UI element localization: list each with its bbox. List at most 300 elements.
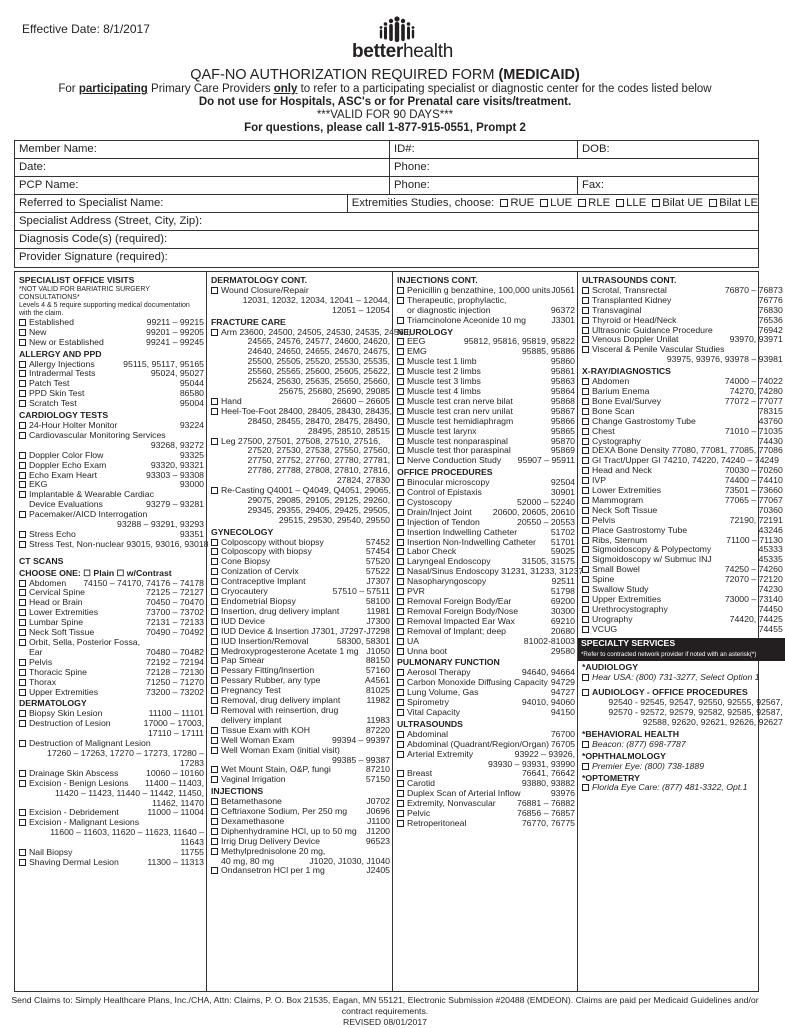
checkbox[interactable] bbox=[582, 763, 589, 770]
checkbox[interactable] bbox=[582, 741, 589, 748]
checkbox[interactable] bbox=[19, 819, 26, 826]
checkbox[interactable] bbox=[582, 626, 589, 633]
code-item-label: EEG bbox=[407, 336, 426, 347]
better-health-logo bbox=[352, 16, 453, 62]
checkbox[interactable] bbox=[397, 741, 404, 748]
checkbox[interactable] bbox=[211, 828, 218, 835]
ext-option-label: Bilat LE bbox=[719, 197, 758, 209]
code-item-label: Pessary Fitting/Insertion bbox=[221, 665, 315, 676]
checkbox[interactable] bbox=[19, 361, 26, 368]
checkbox[interactable] bbox=[19, 390, 26, 397]
checkbox[interactable] bbox=[582, 606, 589, 613]
checkbox[interactable] bbox=[397, 608, 404, 615]
section-heading: *OPHTHALMOLOGY bbox=[582, 750, 666, 761]
checkbox[interactable] bbox=[397, 479, 404, 486]
code-item-codes: 95870 bbox=[550, 435, 575, 446]
code-item-codes: 70490 – 70492 bbox=[146, 627, 204, 638]
specialist-address-field[interactable]: Specialist Address (Street, City, Zip): bbox=[19, 215, 203, 227]
code-item-label: IUD Device & Insertion J7301, J7297-J7298 bbox=[221, 625, 391, 636]
code-item bbox=[582, 625, 783, 635]
code-item-label: Head and Neck bbox=[592, 465, 652, 476]
code-item bbox=[19, 858, 204, 868]
code-item-codes: J1020, J1030, J1040 bbox=[309, 855, 390, 866]
checkbox[interactable] bbox=[19, 609, 26, 616]
code-item-label: DEXA Bone Density 77080, 77081, 77085, 77086 bbox=[592, 445, 783, 456]
code-item-label: Urethrocystography bbox=[592, 603, 668, 614]
checkbox[interactable] bbox=[397, 418, 404, 425]
code-item bbox=[19, 338, 204, 348]
date-field[interactable]: Date: bbox=[19, 161, 47, 173]
checkbox[interactable] bbox=[19, 679, 26, 686]
checkbox[interactable] bbox=[397, 731, 404, 738]
code-item-label: Pelvis bbox=[29, 656, 53, 667]
people-logo-icon bbox=[378, 16, 416, 42]
code-item-label: Arm 23600, 24500, 24505, 24530, 24535, 24560, bbox=[221, 326, 411, 337]
code-item-codes: 74250 – 74260 bbox=[724, 564, 783, 575]
ext-option-label: RLE bbox=[588, 197, 611, 209]
code-continuation: 28450, 28455, 28470, 28475, 28490, 28495, 28510, 28515 bbox=[247, 415, 390, 436]
checkbox[interactable] bbox=[211, 747, 218, 754]
pcp-name-field[interactable]: PCP Name: bbox=[19, 179, 79, 191]
code-item-label: Irrig Drug Delivery Device bbox=[221, 835, 320, 846]
ext-checkbox-rue[interactable] bbox=[500, 199, 508, 207]
checkbox[interactable] bbox=[19, 491, 26, 498]
checkbox[interactable] bbox=[211, 737, 218, 744]
ext-checkbox-rle[interactable] bbox=[578, 199, 586, 207]
checkbox[interactable] bbox=[211, 618, 218, 625]
code-item-codes: 69210 bbox=[550, 615, 575, 626]
code-item-codes: 11300 – 11313 bbox=[147, 856, 204, 867]
code-item-codes: 93303 – 93308 bbox=[146, 469, 204, 480]
checkbox[interactable] bbox=[397, 669, 404, 676]
code-item-codes: 92504 bbox=[550, 477, 575, 488]
code-item-codes: 95004 bbox=[179, 398, 204, 409]
code-item-label: Thorax bbox=[29, 676, 57, 687]
ext-checkbox-lle[interactable] bbox=[616, 199, 624, 207]
checkbox[interactable] bbox=[582, 517, 589, 524]
checkbox[interactable] bbox=[397, 820, 404, 827]
checkbox[interactable] bbox=[582, 467, 589, 474]
header-line-4: For questions, please call 1-877-915-0551, Prompt 2 bbox=[244, 122, 526, 134]
code-item-codes: 52000 – 52240 bbox=[517, 496, 575, 507]
checkbox[interactable] bbox=[19, 599, 26, 606]
checkbox[interactable] bbox=[211, 578, 218, 585]
code-item-label: Removal Impacted Ear Wax bbox=[407, 615, 515, 626]
codes-column-4 bbox=[577, 272, 785, 991]
code-item bbox=[19, 538, 209, 550]
code-item-codes: 95885, 95886 bbox=[521, 346, 575, 357]
checkbox[interactable] bbox=[397, 699, 404, 706]
code-item-label: Drainage Skin Abscess bbox=[29, 767, 119, 778]
checkbox[interactable] bbox=[582, 586, 589, 593]
checkbox[interactable] bbox=[582, 346, 589, 353]
checkbox[interactable] bbox=[397, 348, 404, 355]
code-item-label: Destruction of Malignant Lesion bbox=[29, 738, 151, 749]
logo-wordmark: betterhealth bbox=[352, 41, 453, 62]
code-item-codes: 72128 – 72130 bbox=[146, 666, 204, 677]
code-item-codes: 73200 – 73202 bbox=[146, 686, 204, 697]
code-item-label: Nasal/Sinus Endoscopy 31231, 31233, 31237 bbox=[407, 566, 584, 577]
code-item-codes: 43760 bbox=[758, 415, 783, 426]
checkbox[interactable] bbox=[397, 689, 404, 696]
code-item-label: Removal of Implant; deep bbox=[407, 625, 506, 636]
checkbox[interactable] bbox=[582, 546, 589, 553]
code-item-label: Heel-Toe-Foot 28400, 28405, 28430, 28435, bbox=[221, 405, 392, 416]
code-item-label: Florida Eye Care: (877) 481-3322, Opt.1 bbox=[592, 782, 748, 793]
checkbox[interactable] bbox=[211, 667, 218, 674]
code-item-codes: 93970, 93971 bbox=[729, 334, 783, 345]
phone-field-1[interactable]: Phone: bbox=[389, 159, 758, 176]
checkbox[interactable] bbox=[582, 428, 589, 435]
code-item-label: Upper Extremities bbox=[29, 686, 99, 697]
checkbox[interactable] bbox=[211, 838, 218, 845]
checkbox[interactable] bbox=[211, 608, 218, 615]
checkbox[interactable] bbox=[582, 408, 589, 415]
checkbox[interactable] bbox=[19, 462, 26, 469]
checkbox[interactable] bbox=[397, 338, 404, 345]
checkbox[interactable] bbox=[397, 428, 404, 435]
checkbox[interactable] bbox=[211, 848, 218, 855]
code-item-label: Retroperitoneal bbox=[407, 817, 467, 828]
code-item-label: Muscle test nonparaspinal bbox=[407, 435, 508, 446]
code-item-codes: 58300, 58301 bbox=[336, 635, 390, 646]
checkbox[interactable] bbox=[397, 447, 404, 454]
checkbox[interactable] bbox=[19, 859, 26, 866]
code-item-label: Orbit, Sella, Posterior Fossa, bbox=[29, 637, 141, 647]
checkbox[interactable] bbox=[19, 770, 26, 777]
checkbox[interactable] bbox=[19, 472, 26, 479]
checkbox[interactable] bbox=[19, 370, 26, 377]
code-item-codes: 74270, 74280 bbox=[729, 385, 783, 396]
checkbox[interactable] bbox=[397, 368, 404, 375]
code-item-codes: 70450 – 70470 bbox=[146, 597, 204, 608]
checkbox[interactable] bbox=[19, 541, 26, 548]
code-item-label: Well Woman Exam bbox=[221, 734, 295, 745]
checkbox[interactable] bbox=[582, 596, 589, 603]
checkbox[interactable] bbox=[582, 378, 589, 385]
checkbox[interactable] bbox=[211, 697, 218, 704]
checkbox[interactable] bbox=[582, 497, 589, 504]
checkbox[interactable] bbox=[582, 674, 589, 681]
checkbox[interactable] bbox=[582, 566, 589, 573]
checkbox[interactable] bbox=[19, 329, 26, 336]
code-item-label: Thoracic Spine bbox=[29, 666, 87, 677]
checkbox[interactable] bbox=[19, 481, 26, 488]
code-item bbox=[582, 783, 783, 793]
checkbox[interactable] bbox=[19, 400, 26, 407]
code-item-label: Control of Epistaxis bbox=[407, 487, 482, 498]
ext-option-label: Bilat UE bbox=[662, 197, 704, 209]
checkbox[interactable] bbox=[582, 297, 589, 304]
checkbox[interactable] bbox=[582, 616, 589, 623]
code-item-label: Destruction of Lesion bbox=[29, 718, 111, 729]
code-item-codes: J7300 bbox=[366, 615, 390, 626]
checkbox[interactable] bbox=[582, 556, 589, 563]
checkbox[interactable] bbox=[19, 452, 26, 459]
section-heading: ULTRASOUNDS CONT. bbox=[582, 275, 677, 285]
checkbox[interactable] bbox=[397, 398, 404, 405]
code-continuation: 99385 – 99387 bbox=[332, 754, 390, 765]
code-item-codes: 72125 – 72127 bbox=[146, 587, 204, 598]
code-item-label: Endometrial Biopsy bbox=[221, 596, 296, 606]
checkbox[interactable] bbox=[397, 287, 404, 294]
checkbox[interactable] bbox=[211, 628, 218, 635]
code-item-label: Colposcopy with biopsy bbox=[221, 546, 312, 557]
checkbox[interactable] bbox=[582, 447, 589, 454]
checkbox[interactable] bbox=[397, 509, 404, 516]
section-note: Levels 4 & 5 require supporting medical documentation with the claim. bbox=[19, 301, 190, 317]
code-item-label: Removal Foreign Body/Nose bbox=[407, 605, 519, 616]
checkbox[interactable] bbox=[397, 588, 404, 595]
checkbox[interactable] bbox=[211, 588, 218, 595]
id-field[interactable]: ID#: bbox=[389, 141, 577, 158]
checkbox[interactable] bbox=[211, 568, 218, 575]
code-item-codes: 57160 bbox=[365, 665, 390, 676]
checkbox[interactable] bbox=[211, 727, 218, 734]
code-item-codes: J0702 bbox=[366, 796, 390, 807]
section-heading: OFFICE PROCEDURES bbox=[397, 467, 493, 478]
checkbox[interactable] bbox=[19, 580, 26, 587]
checkbox[interactable] bbox=[397, 618, 404, 625]
checkbox[interactable] bbox=[397, 457, 404, 464]
code-item-codes: 86580 bbox=[179, 388, 204, 399]
code-item-codes: 77072 – 77077 bbox=[724, 395, 783, 406]
checkbox[interactable] bbox=[582, 317, 589, 324]
checkbox[interactable] bbox=[19, 629, 26, 636]
checkbox[interactable] bbox=[19, 809, 26, 816]
checkbox[interactable] bbox=[19, 511, 26, 518]
code-item-codes: 26600 – 26605 bbox=[332, 395, 390, 406]
checkbox[interactable] bbox=[582, 287, 589, 294]
code-item-codes: 95044 bbox=[179, 378, 204, 389]
checkbox[interactable] bbox=[397, 489, 404, 496]
checkbox[interactable] bbox=[397, 317, 404, 324]
code-item-label: Therapeutic, prophylactic, bbox=[407, 294, 507, 305]
checkbox[interactable] bbox=[19, 432, 26, 439]
checkbox[interactable] bbox=[582, 689, 589, 696]
checkbox[interactable] bbox=[19, 669, 26, 676]
checkbox[interactable] bbox=[19, 639, 26, 646]
checkbox[interactable] bbox=[19, 720, 26, 727]
checkbox[interactable] bbox=[397, 548, 404, 555]
ext-option-label: LLE bbox=[626, 197, 647, 209]
checkbox[interactable] bbox=[211, 408, 218, 415]
code-item-codes: 11400 – 11403, bbox=[144, 777, 204, 788]
checkbox[interactable] bbox=[211, 329, 218, 336]
checkbox[interactable] bbox=[397, 568, 404, 575]
checkbox[interactable] bbox=[211, 867, 218, 874]
code-item-codes: 95865 bbox=[550, 425, 575, 436]
checkbox[interactable] bbox=[211, 487, 218, 494]
code-item-codes: J1200 bbox=[366, 825, 390, 836]
code-item-label: Cryocautery bbox=[221, 586, 268, 597]
checkbox[interactable] bbox=[397, 297, 404, 304]
checkbox[interactable] bbox=[211, 548, 218, 555]
code-item-label: Stress Echo bbox=[29, 528, 76, 539]
checkbox[interactable] bbox=[582, 784, 589, 791]
ext-checkbox-bilat-le[interactable] bbox=[709, 199, 717, 207]
checkbox[interactable] bbox=[19, 740, 26, 747]
code-item-codes: 92511 bbox=[551, 576, 575, 587]
checkbox[interactable] bbox=[211, 818, 218, 825]
code-item-codes: 71010 – 71035 bbox=[724, 425, 783, 436]
checkbox[interactable] bbox=[582, 388, 589, 395]
checkbox[interactable] bbox=[19, 531, 26, 538]
checkbox[interactable] bbox=[397, 751, 404, 758]
checkbox[interactable] bbox=[397, 648, 404, 655]
checkbox[interactable] bbox=[397, 539, 404, 546]
code-item-label: Small Bowel bbox=[592, 564, 640, 575]
checkbox[interactable] bbox=[397, 358, 404, 365]
code-item-label: Implantable & Wearable Cardiac bbox=[29, 489, 154, 500]
checkbox[interactable] bbox=[582, 336, 589, 343]
checkbox[interactable] bbox=[397, 408, 404, 415]
dob-field[interactable]: DOB: bbox=[577, 141, 758, 158]
checkbox[interactable] bbox=[19, 710, 26, 717]
checkbox[interactable] bbox=[397, 770, 404, 777]
code-item-label: Upper Extremities bbox=[592, 594, 662, 604]
checkbox[interactable] bbox=[19, 339, 26, 346]
code-item-label: Cystoscopy bbox=[407, 496, 452, 507]
checkbox[interactable] bbox=[397, 638, 404, 645]
code-item-label: Patch Test bbox=[29, 378, 70, 389]
checkbox[interactable] bbox=[582, 507, 589, 514]
checkbox[interactable] bbox=[582, 307, 589, 314]
code-item-codes: 70360 bbox=[758, 504, 783, 515]
code-item-label: Shaving Dermal Lesion bbox=[29, 856, 119, 867]
checkbox[interactable] bbox=[211, 776, 218, 783]
checkbox[interactable] bbox=[397, 578, 404, 585]
provider-signature-field[interactable]: Provider Signature (required): bbox=[19, 251, 168, 263]
checkbox[interactable] bbox=[19, 589, 26, 596]
checkbox[interactable] bbox=[582, 418, 589, 425]
checkbox[interactable] bbox=[582, 487, 589, 494]
code-item-label: Triamcinolone Aceonide 10 mg bbox=[407, 314, 526, 325]
code-item-label: Venous Doppler Unilat bbox=[592, 334, 679, 345]
checkbox[interactable] bbox=[582, 398, 589, 405]
checkbox[interactable] bbox=[19, 380, 26, 387]
checkbox[interactable] bbox=[582, 537, 589, 544]
ext-checkbox-lue[interactable] bbox=[540, 199, 548, 207]
diagnosis-field[interactable]: Diagnosis Code(s) (required): bbox=[19, 233, 168, 245]
section-heading: DERMATOLOGY CONT. bbox=[211, 275, 308, 285]
checkbox[interactable] bbox=[397, 499, 404, 506]
section-heading: ULTRASOUNDS bbox=[397, 718, 463, 729]
checkbox[interactable] bbox=[397, 388, 404, 395]
checkbox[interactable] bbox=[211, 707, 218, 714]
code-item-codes: 81025 bbox=[365, 685, 390, 696]
form-footer bbox=[0, 995, 770, 1028]
code-item-codes: 69200 bbox=[550, 596, 575, 606]
checkbox[interactable] bbox=[19, 422, 26, 429]
header-line-2: Do not use for Hospitals, ASC's or for Prenatal care visits/treatment. bbox=[198, 96, 572, 108]
code-item-label: Ribs, Sternum bbox=[592, 534, 648, 545]
member-name-field[interactable]: Member Name: bbox=[19, 143, 97, 155]
code-item-codes: 29580 bbox=[550, 645, 575, 656]
checkbox[interactable] bbox=[211, 598, 218, 605]
checkbox[interactable] bbox=[211, 648, 218, 655]
checkbox[interactable] bbox=[211, 798, 218, 805]
checkbox[interactable] bbox=[397, 679, 404, 686]
checkbox[interactable] bbox=[582, 576, 589, 583]
code-item-label: Unna boot bbox=[407, 645, 448, 656]
checkbox[interactable] bbox=[397, 790, 404, 797]
checkbox[interactable] bbox=[397, 800, 404, 807]
checkbox[interactable] bbox=[211, 558, 218, 565]
checkbox[interactable] bbox=[397, 378, 404, 385]
code-item-codes: 74420, 74425 bbox=[729, 613, 783, 624]
checkbox[interactable] bbox=[211, 766, 218, 773]
code-item-label: Neck Soft Tissue bbox=[29, 627, 95, 638]
checkbox[interactable] bbox=[397, 558, 404, 565]
checkbox[interactable] bbox=[19, 319, 26, 326]
code-item bbox=[582, 740, 783, 750]
code-item-label: Neck Soft Tissue bbox=[592, 504, 658, 515]
checkbox[interactable] bbox=[211, 687, 218, 694]
checkbox[interactable] bbox=[397, 780, 404, 787]
code-item-label: Excision - Debridement bbox=[29, 807, 119, 818]
ext-checkbox-bilat-ue[interactable] bbox=[652, 199, 660, 207]
checkbox[interactable] bbox=[582, 327, 589, 334]
checkbox[interactable] bbox=[397, 519, 404, 526]
section-heading: INJECTIONS bbox=[211, 786, 264, 797]
code-item-codes: 74430 bbox=[758, 435, 783, 446]
code-item-codes: 94010, 94060 bbox=[521, 697, 575, 708]
checkbox[interactable] bbox=[19, 780, 26, 787]
phone-field-2[interactable]: Phone: bbox=[389, 177, 577, 194]
checkbox[interactable] bbox=[211, 398, 218, 405]
fax-field[interactable]: Fax: bbox=[577, 177, 758, 194]
checkbox[interactable] bbox=[397, 810, 404, 817]
code-continuation: 17260 – 17263, 17270 – 17273, 17280 – 17283 bbox=[46, 747, 204, 768]
checkbox[interactable] bbox=[19, 689, 26, 696]
checkbox[interactable] bbox=[211, 808, 218, 815]
codes-column-2 bbox=[206, 272, 411, 991]
checkbox[interactable] bbox=[582, 477, 589, 484]
code-item-label: Removal with reinsertion, drug bbox=[221, 704, 339, 715]
checkbox[interactable] bbox=[19, 619, 26, 626]
checkbox[interactable] bbox=[397, 529, 404, 536]
checkbox[interactable] bbox=[211, 287, 218, 294]
checkbox[interactable] bbox=[397, 709, 404, 716]
checkbox[interactable] bbox=[211, 677, 218, 684]
code-item-label: Thyroid or Head/Neck bbox=[592, 314, 677, 325]
code-continuation: 92540 - 92545, 92547, 92550, 92555, 92567, 92570 - 92572, 92579, 92582, 92585, 92587, 92588, 92620, 92621, 92626, 92627 bbox=[608, 697, 783, 727]
code-item-label: New or Established bbox=[29, 336, 104, 347]
code-item-codes: 57510 – 57511 bbox=[332, 586, 390, 597]
checkbox[interactable] bbox=[19, 849, 26, 856]
checkbox[interactable] bbox=[397, 598, 404, 605]
checkbox[interactable] bbox=[211, 657, 218, 664]
checkbox[interactable] bbox=[19, 659, 26, 666]
code-item-label: Medroxyprogesterone Acetate 1 mg bbox=[221, 645, 359, 656]
checkbox[interactable] bbox=[211, 539, 218, 546]
code-item-codes: 72190, 72191 bbox=[729, 514, 783, 525]
code-item bbox=[19, 399, 204, 409]
code-item bbox=[211, 866, 390, 876]
checkbox[interactable] bbox=[582, 457, 589, 464]
code-item-label: Pessary Rubber, any type bbox=[221, 675, 321, 686]
code-item-codes: 74000 – 74022 bbox=[724, 376, 783, 387]
checkbox[interactable] bbox=[397, 438, 404, 445]
code-item-label: Bone Eval/Survey bbox=[592, 395, 662, 406]
checkbox[interactable] bbox=[211, 438, 218, 445]
checkbox[interactable] bbox=[211, 638, 218, 645]
checkbox[interactable] bbox=[582, 527, 589, 534]
referred-to-field[interactable]: Referred to Specialist Name: bbox=[19, 197, 164, 209]
checkbox[interactable] bbox=[582, 438, 589, 445]
checkbox[interactable] bbox=[397, 628, 404, 635]
